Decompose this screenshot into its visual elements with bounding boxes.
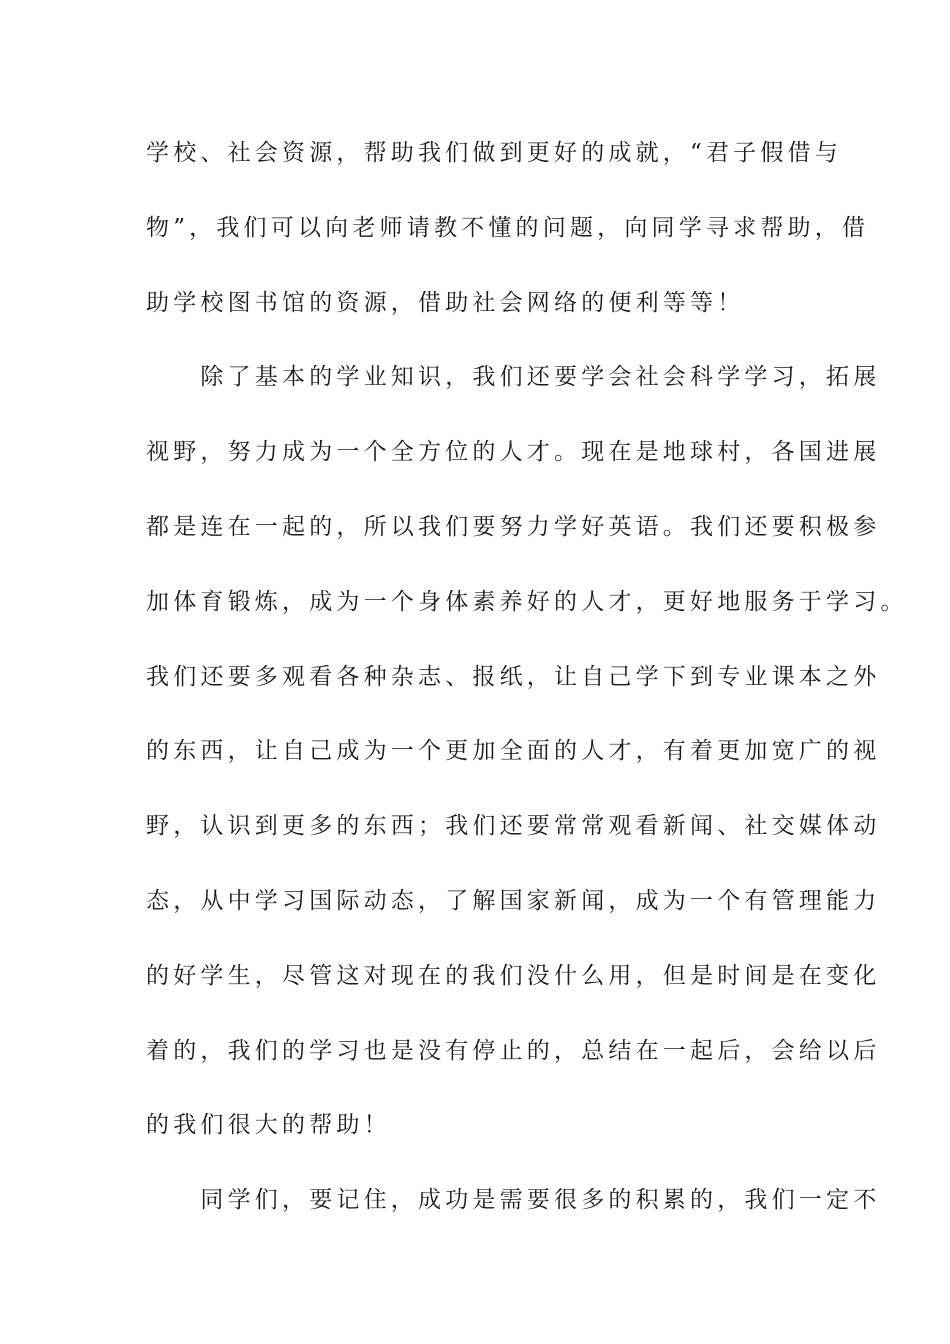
text-line: 的我们很大的帮助！	[146, 1112, 391, 1139]
text-line: 助学校图书馆的资源，借助社会网络的便利等等！	[146, 289, 745, 316]
text-line: 的东西，让自己成为一个更加全面的人才，有着更加宽广的视	[146, 738, 881, 765]
text-line: 我们还要多观看各种杂志、报纸，让自己学下到专业课本之外	[146, 663, 881, 690]
text-line: 着的，我们的学习也是没有停止的，总结在一起后，会给以后	[146, 1037, 881, 1064]
text-line: 除了基本的学业知识，我们还要学会社会科学学习，拓展	[146, 364, 881, 391]
text-line: 加体育锻炼，成为一个身体素养好的人才，更好地服务于学习。	[146, 588, 908, 615]
text-line: 的好学生，尽管这对现在的我们没什么用，但是时间是在变化	[146, 962, 881, 989]
text-line: 野，认识到更多的东西；我们还要常常观看新闻、社交媒体动	[146, 813, 881, 840]
text-line: 态，从中学习国际动态，了解国家新闻，成为一个有管理能力	[146, 887, 881, 914]
text-line: 同学们，要记住，成功是需要很多的积累的，我们一定不	[146, 1187, 881, 1214]
text-line: 视野，努力成为一个全方位的人才。现在是地球村，各国进展	[146, 439, 881, 466]
text-line: 都是连在一起的，所以我们要努力学好英语。我们还要积极参	[146, 513, 881, 540]
text-line: 学校、社会资源，帮助我们做到更好的成就，“君子假借与	[146, 140, 842, 166]
body-text	[146, 131, 908, 1253]
text-line: 物”，我们可以向老师请教不懂的问题，向同学寻求帮助，借	[146, 214, 870, 241]
